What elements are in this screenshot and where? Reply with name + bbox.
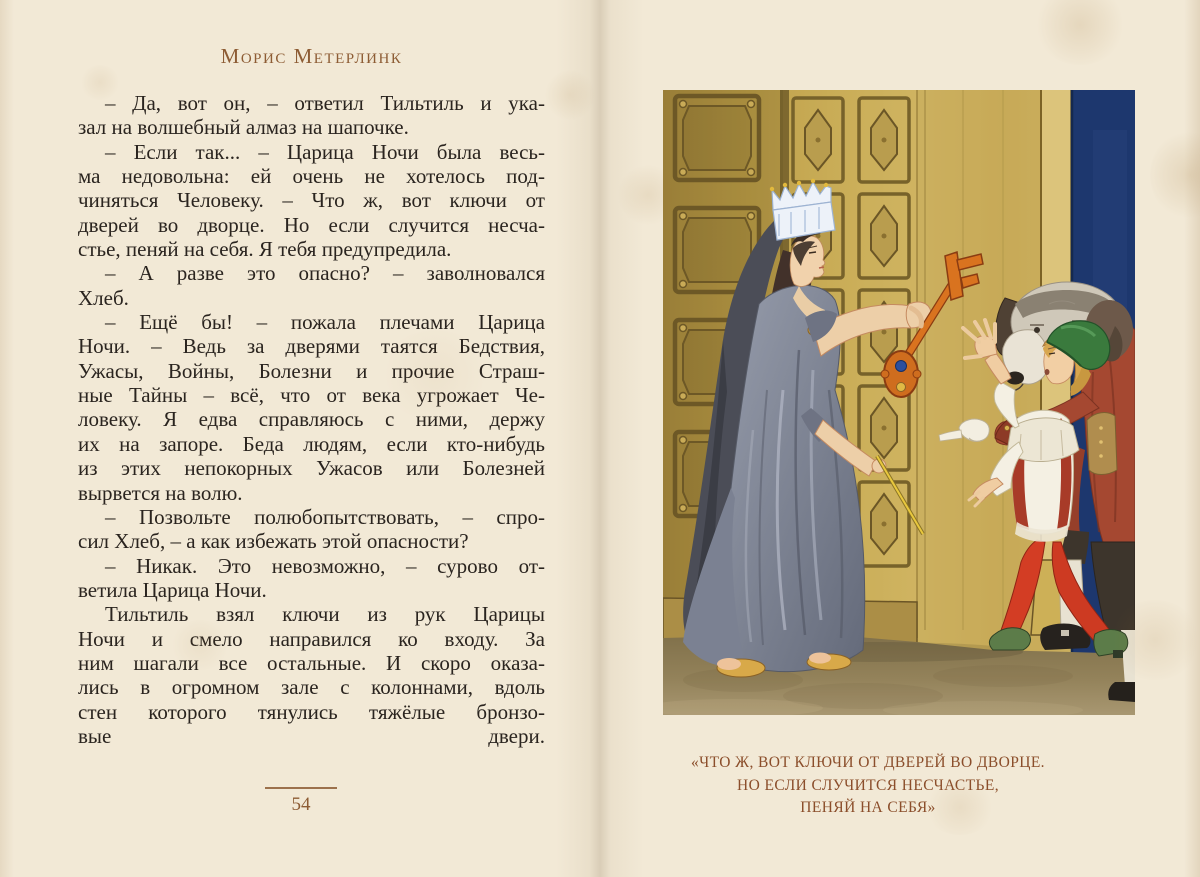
text-line: ловеку. Я едва справляюсь с ними, держу	[78, 407, 545, 432]
text-line: из этих непокорных Ужасов или Болезней	[78, 456, 545, 481]
text-line: – Ещё бы! – пожала плечами Царица	[105, 310, 545, 335]
illustration-caption	[636, 752, 1100, 820]
text-line: – Никак. Это невозможно, – сурово от-	[105, 553, 545, 578]
footer-rule	[265, 787, 337, 789]
text-line: ные Тайны – всё, что от века угрожает Че-	[78, 383, 545, 408]
paper-stain	[1150, 130, 1200, 220]
text-line: – Да, вот он, – ответил Тильтиль и ука-	[105, 91, 545, 115]
text-line: дверей во дворце. Но если случится несча-	[78, 212, 545, 237]
text-line: Ужасы, Войны, Болезни и прочие Страш-	[78, 358, 545, 383]
text-line: Ночи и смело направился ко входу. За	[78, 626, 545, 651]
text-line: стье, пеняй на себя. Я тебя предупредила.	[78, 237, 452, 262]
text-line: вые двери.	[78, 723, 545, 748]
body-text	[78, 91, 545, 748]
text-line: их на запоре. Беда людям, если кто-нибудь	[78, 431, 545, 456]
text-line: Ночи. – Ведь за дверями таятся Бедствия,	[78, 334, 545, 359]
text-line: ветила Царица Ночи.	[78, 577, 267, 602]
text-line: – Если так... – Царица Ночи была весь-	[105, 139, 545, 164]
running-head: Морис Метерлинк	[220, 44, 403, 68]
text-line: Тильтиль взял ключи из рук Царицы	[105, 602, 545, 627]
text-line: вырвется на волю.	[78, 480, 243, 505]
text-line: – Позвольте полюбопытствовать, – спро-	[105, 504, 545, 529]
text-line: Хлеб.	[78, 285, 129, 310]
caption-line: «ЧТО Ж, ВОТ КЛЮЧИ ОТ ДВЕРЕЙ ВО ДВОРЦЕ.	[691, 754, 1045, 771]
text-line: – А разве это опасно? – заволновался	[105, 261, 545, 286]
boy-back-shoe	[1094, 630, 1128, 659]
caption-line: НО ЕСЛИ СЛУЧИТСЯ НЕСЧАСТЬЕ,	[737, 776, 999, 794]
paper-stain	[1035, 0, 1125, 65]
page-edge-left	[0, 0, 14, 877]
page-number: 54	[291, 794, 311, 815]
text-line: лись в огромном зале с колоннами, вдоль	[78, 675, 545, 700]
illustration	[663, 90, 1135, 715]
text-line: чиняться Человеку. – Что ж, вот ключи от	[78, 188, 545, 213]
text-line: зал на волшебный алмаз на шапочке.	[78, 115, 409, 140]
caption-line: ПЕНЯЙ НА СЕБЯ»	[800, 799, 936, 817]
paper-stain	[545, 70, 595, 120]
illustration-svg	[663, 90, 1135, 715]
text-line: сил Хлеб, – а как избежать этой опасности?	[78, 529, 469, 554]
text-line: ним шагали все остальные. И скоро оказа-	[78, 650, 545, 675]
text-line: ма недовольна: ей очень не хотелось под-	[78, 164, 545, 189]
dogman-waistcoat	[1087, 413, 1117, 475]
text-line: стен которого тянулись тяжёлые бронзо-	[78, 699, 545, 724]
page-edge-right	[1184, 0, 1200, 877]
page-gutter	[556, 0, 644, 877]
